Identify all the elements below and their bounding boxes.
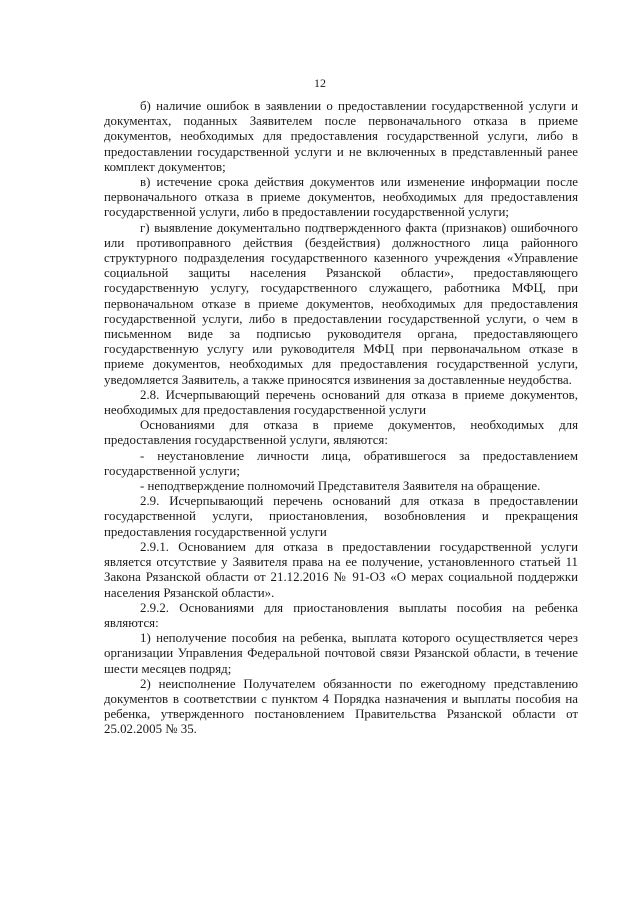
list-item-authority: - неподтверждение полномочий Представителя Заявителя на обращение. [140, 479, 541, 494]
paragraph-b: б) наличие ошибок в заявлении о предоставлении государственной услуги и документах, поданных Заявителем после первоначального отказа в приеме документов, необходимых для предоставления государственной услуги, либо в предоставлении государственной услуги и не включенных в представленный ранее комплект документов; [104, 99, 578, 174]
paragraph-g: г) выявление документально подтвержденного факта (признаков) ошибочного или противоправного действия (бездействия) должностного лица районного структурного подразделения государственного казенного учреждения «Управление социальной защиты населения Рязанской области», предоставляющего государственную услугу, государственного служащего, работника МФЦ, при первоначальном отказе в приеме документов, необходимых для предоставления государственной услуги, либо в предоставлении государственной услуги, о чем в письменном виде за подписью руководителя органа, предоставляющего государственную услугу или руководителя МФЦ при первоначальном отказе в приеме документов, необходимых для предоставления государственной услуги, уведомляется Заявитель, а также приносятся извинения за доставленные неудобства. [104, 220, 578, 387]
page-number: 12 [314, 76, 326, 90]
paragraph-grounds-intro: Основаниями для отказа в приеме документов, необходимых для предоставления государственной услуги, являются: [104, 418, 578, 448]
list-item-1: 1) неполучение пособия на ребенка, выплата которого осуществляется через организации Управления Федеральной почтовой связи Рязанской области, в течение шести месяцев подряд; [104, 631, 578, 676]
list-item-2: 2) неисполнение Получателем обязанности по ежегодному представлению документов в соответствии с пунктом 4 Порядка назначения и выплаты пособия на ребенка, утвержденного постановлением Правительства Рязанской области от 25.02.2005 № 35. [104, 676, 578, 737]
paragraph-v: в) истечение срока действия документов или изменение информации после первоначального отказа в приеме документов, необходимых для предоставления государственной услуги, либо в предоставлении государственной услуги; [104, 175, 578, 220]
section-2-9-2: 2.9.2. Основаниями для приостановления выплаты пособия на ребенка являются: [104, 600, 578, 630]
section-2-9-heading: 2.9. Исчерпывающий перечень оснований для отказа в предоставлении государственной услуги, приостановления, возобновления и прекращения предоставления государственной услуги [104, 494, 578, 539]
list-item-identity: - неустановление личности лица, обратившегося за предоставлением государственной услуги; [104, 448, 578, 478]
document-body [104, 99, 578, 738]
section-2-9-1: 2.9.1. Основанием для отказа в предоставлении государственной услуги является отсутствие у Заявителя права на ее получение, установленного статьей 11 Закона Рязанской области от 21.12.2016 № 91-ОЗ «О мерах социальной поддержки населения Рязанской области». [104, 539, 578, 600]
section-2-8-heading: 2.8. Исчерпывающий перечень оснований для отказа в приеме документов, необходимых для предоставления государственной услуги [104, 387, 578, 418]
